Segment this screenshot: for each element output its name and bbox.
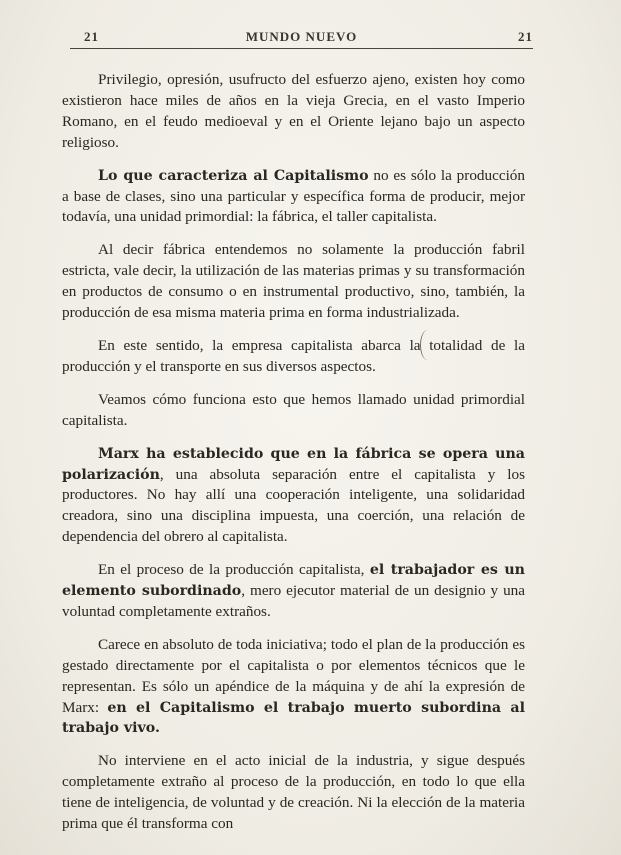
text-run: Privilegio, opresión, usufructo del esfuerzo ajeno, existen hoy como existieron hace miles de años en la vieja Grecia, en el vasto Imperio Romano, en el feudo medioeval y en el Oriente lejano bajo un aspecto religioso.	[62, 71, 525, 151]
paragraph	[62, 560, 525, 623]
body-text	[62, 70, 525, 847]
bold-phrase: Marx ha establecido que en la fábrica se opera una polarización	[62, 445, 525, 483]
paragraph	[62, 166, 525, 229]
bold-phrase: el trabajador es un elemento subordinado	[62, 562, 525, 600]
text-run: , mero ejecutor material de un designio y una voluntad completamente extraños.	[62, 582, 525, 620]
text-run: En el proceso de la producción capitalista,	[98, 561, 370, 579]
paragraph	[62, 751, 525, 835]
paragraph	[62, 240, 525, 324]
paragraph	[62, 635, 525, 740]
text-run: , una absoluta separación entre el capitalista y los productores. No hay allí una cooperación inteligente, una solidaridad creadora, sino una disciplina impuesta, una coerción, una relación de dependencia del obrero al capitalista.	[62, 465, 525, 546]
bold-phrase: Lo que caracteriza al Capitalismo	[98, 167, 369, 184]
text-run: no es sólo la producción a base de clases, sino una particular y específica forma de producir, mejor todavía, una unidad primordial: la fábrica, el taller capitalista.	[62, 166, 525, 226]
paragraph	[62, 70, 525, 154]
text-run: Veamos cómo funciona esto que hemos llamado unidad primordial capitalista.	[62, 390, 525, 429]
text-run: En este sentido, la empresa capitalista abarca la totalidad de la producción y el transporte en sus diversos aspectos.	[62, 336, 525, 375]
text-run: Al decir fábrica entendemos no solamente la producción fabril estricta, vale decir, la utilización de las materias primas y su transformación en productos de consumo o en instrumental productivo, sino, también, la producción de esa misma materia prima en forma industrializada.	[62, 241, 525, 322]
header-rule	[70, 48, 533, 49]
paragraph	[62, 336, 525, 378]
paragraph	[62, 390, 525, 432]
bold-phrase: en el Capitalismo el trabajo muerto subordina al trabajo vivo.	[62, 699, 525, 737]
page-number-left: 21	[84, 29, 99, 44]
running-title: MUNDO NUEVO	[245, 29, 358, 44]
text-run: No interviene en el acto inicial de la industria, y sigue después completamente extraño al proceso de la producción, en todo lo que ella tiene de inteligencia, de voluntad y de creación. Ni la elección de la materia prima que él transforma con	[62, 752, 525, 833]
paragraph	[62, 444, 525, 549]
text-run: Carece en absoluto de toda iniciativa; todo el plan de la producción es gestado directamente por el capitalista o por elementos técnicos que le representan. Es sólo un apéndice de la máquina y de ahí la expresión de Marx:	[62, 635, 525, 716]
ink-mark	[420, 330, 435, 360]
page-number-right: 21	[518, 29, 533, 44]
running-header	[70, 26, 533, 46]
